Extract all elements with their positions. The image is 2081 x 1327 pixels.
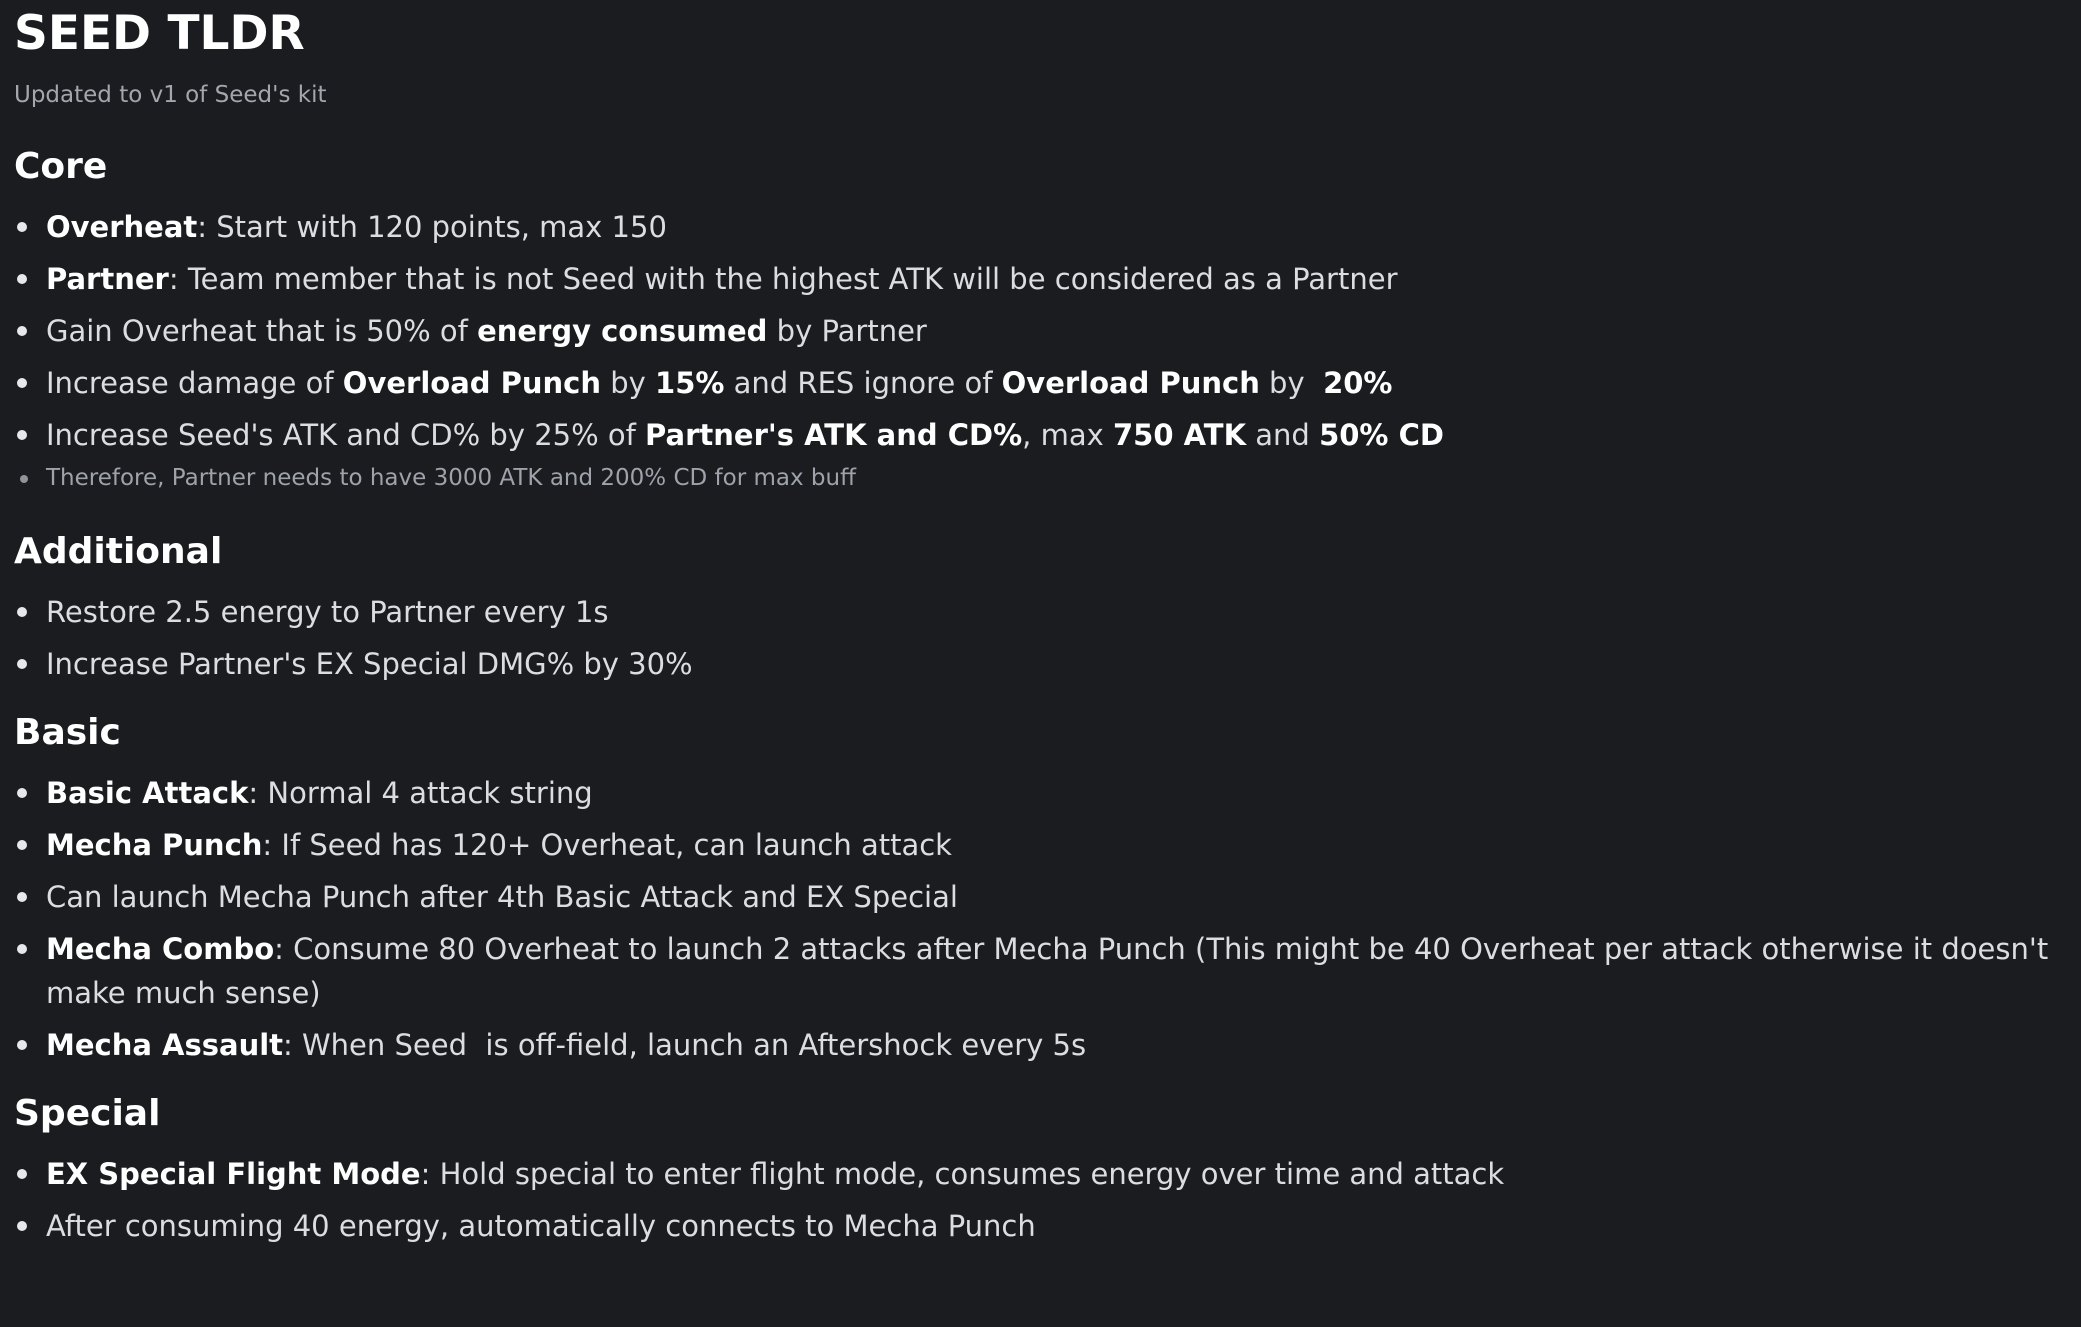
bold-term: Overload Punch [342, 366, 601, 400]
list-item [14, 309, 2067, 353]
small-bullet-icon [20, 475, 28, 483]
list-item [14, 927, 2067, 1015]
item-text: After consuming 40 energy, automatically connects to Mecha Punch [46, 1209, 1036, 1243]
item-text: Increase Partner's EX Special DMG% by 30% [46, 647, 693, 681]
bold-term: Mecha Assault [46, 1028, 284, 1062]
list-item [14, 823, 2067, 867]
bullet-icon [17, 944, 27, 954]
subtitle: Updated to v1 of Seed's kit [14, 82, 327, 108]
sub-note-text: Therefore, Partner needs to have 3000 ATK and 200% CD for max buff [46, 465, 856, 491]
item-text: : Hold special to enter flight mode, consumes energy over time and attack [420, 1157, 1505, 1191]
bold-term: Mecha Combo [46, 932, 275, 966]
list-item [14, 875, 2067, 919]
list-item [14, 771, 2067, 815]
bullet-icon [17, 326, 27, 336]
bold-term: Overheat [46, 210, 198, 244]
bullet-icon [17, 607, 27, 617]
bullet-icon [17, 659, 27, 669]
special-list [14, 1152, 2067, 1248]
bold-term: Overload Punch [1001, 366, 1260, 400]
basic-list [14, 771, 2067, 1067]
bold-term: 15% [655, 366, 725, 400]
section-heading-additional: Additional [14, 531, 223, 572]
item-text: : Start with 120 points, max 150 [197, 210, 667, 244]
bold-term: energy consumed [477, 314, 768, 348]
list-item [14, 1023, 2067, 1067]
bold-term: Mecha Punch [46, 828, 263, 862]
item-text: : When Seed is off-field, launch an Aftershock every 5s [283, 1028, 1087, 1062]
item-text: , max [1022, 418, 1113, 452]
list-item [14, 642, 2067, 686]
bullet-icon [17, 222, 27, 232]
list-item [14, 205, 2067, 249]
list-item [14, 1204, 2067, 1248]
item-text: : Team member that is not Seed with the highest ATK will be considered as a Partner [168, 262, 1398, 296]
list-item [14, 1152, 2067, 1196]
item-text: and RES ignore of [724, 366, 1002, 400]
bullet-icon [17, 1221, 27, 1231]
section-heading-basic: Basic [14, 712, 121, 753]
core-section [14, 144, 2067, 495]
additional-list [14, 590, 2067, 686]
additional-section [14, 529, 2067, 686]
special-section [14, 1091, 2067, 1248]
bold-term: Basic Attack [46, 776, 249, 810]
item-text: Increase Seed's ATK and CD% by 25% of [46, 418, 646, 452]
item-text: Can launch Mecha Punch after 4th Basic Attack and EX Special [46, 880, 958, 914]
bold-term: Partner's ATK and CD% [645, 418, 1023, 452]
bullet-icon [17, 1169, 27, 1179]
bullet-icon [17, 840, 27, 850]
section-heading-core: Core [14, 146, 108, 187]
bold-term: 20% [1323, 366, 1393, 400]
sub-note [14, 461, 2067, 495]
bullet-icon [17, 378, 27, 388]
item-text: Gain Overheat that is 50% of [46, 314, 478, 348]
list-item [14, 361, 2067, 405]
page-title: SEED TLDR [14, 6, 305, 61]
bullet-icon [17, 892, 27, 902]
bold-term: 50% CD [1319, 418, 1444, 452]
bullet-icon [17, 1040, 27, 1050]
bold-term: 750 ATK [1112, 418, 1247, 452]
item-text: by Partner [767, 314, 927, 348]
item-text: : If Seed has 120+ Overheat, can launch attack [262, 828, 952, 862]
item-text: : Consume 80 Overheat to launch 2 attacks after Mecha Punch (This might be 40 Overheat per attack otherwise it doesn't make much sense) [46, 932, 2049, 1010]
bold-term: EX Special Flight Mode [46, 1157, 421, 1191]
item-text: by [601, 366, 656, 400]
item-text: : Normal 4 attack string [248, 776, 593, 810]
core-list [14, 205, 2067, 457]
bold-term: Partner [46, 262, 169, 296]
basic-section [14, 710, 2067, 1067]
bullet-icon [17, 788, 27, 798]
list-item [14, 590, 2067, 634]
bullet-icon [17, 274, 27, 284]
item-text: Restore 2.5 energy to Partner every 1s [46, 595, 609, 629]
bullet-icon [17, 430, 27, 440]
section-heading-special: Special [14, 1093, 161, 1134]
list-item [14, 257, 2067, 301]
item-text: Increase damage of [46, 366, 343, 400]
item-text: by [1259, 366, 1324, 400]
item-text: and [1246, 418, 1320, 452]
list-item [14, 413, 2067, 457]
